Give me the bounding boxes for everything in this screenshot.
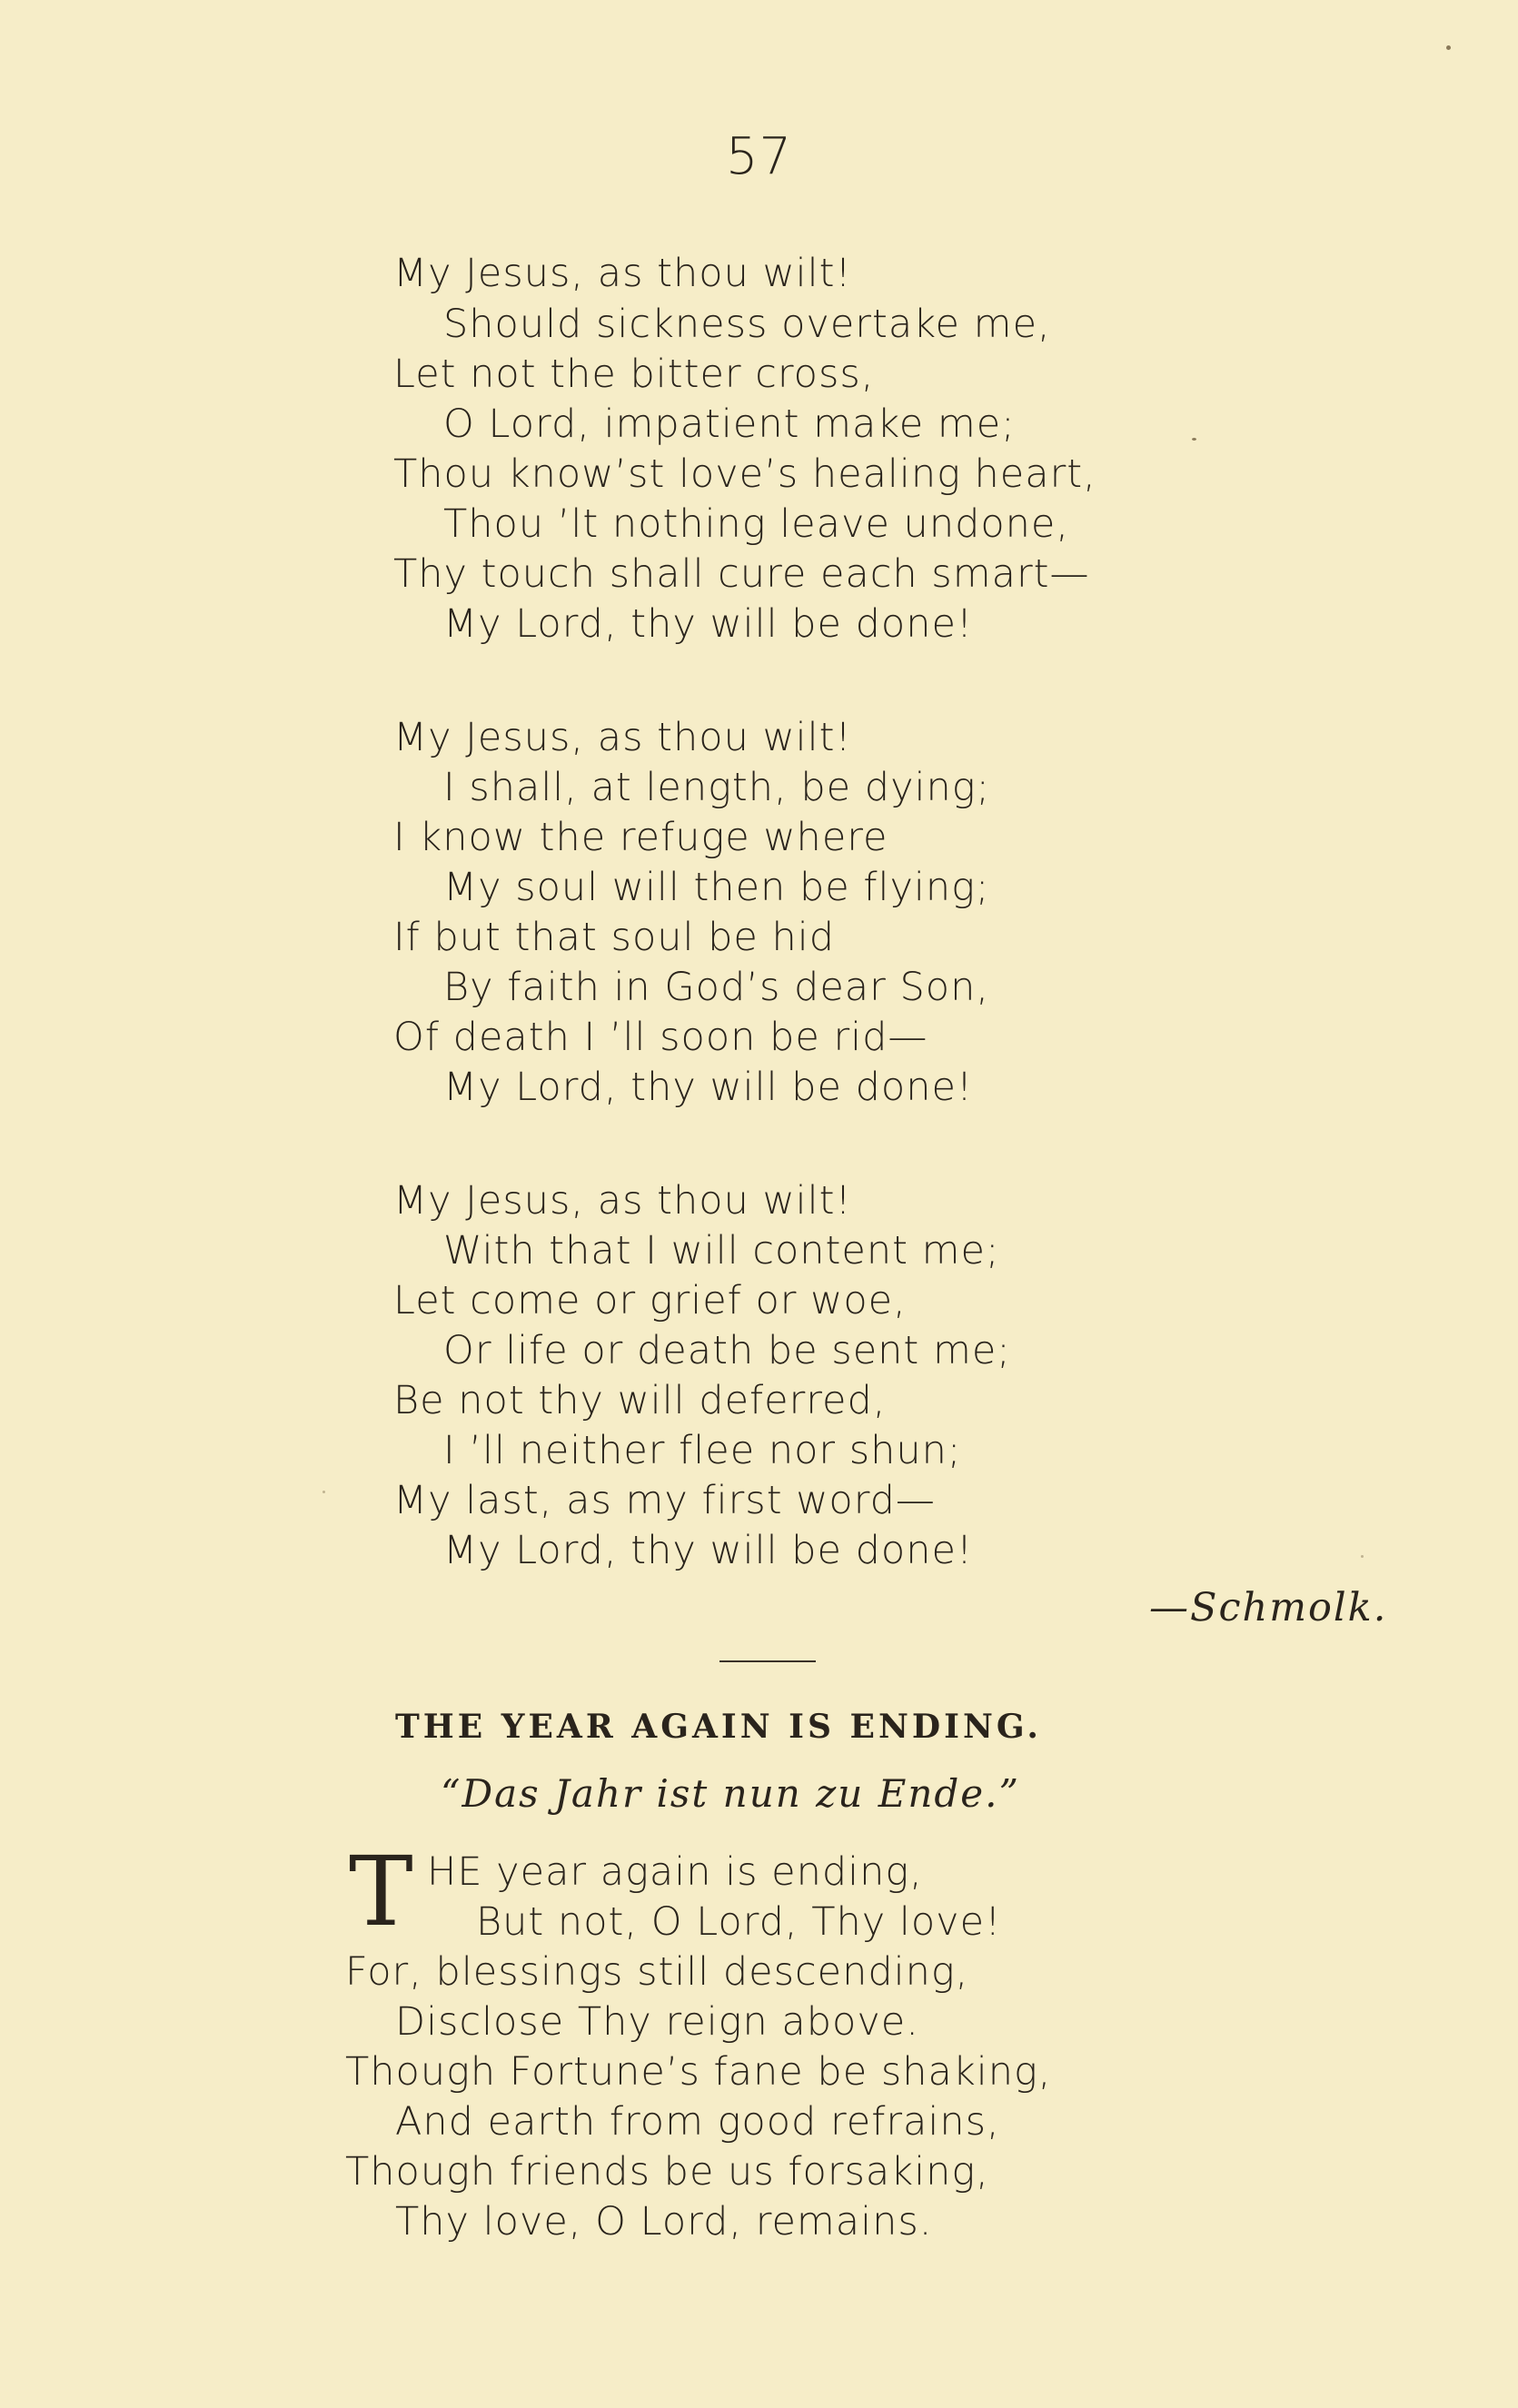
verse-line: Should sickness overtake me, [443, 302, 1051, 347]
verse-line: Thou know’st love’s healing heart, [393, 451, 1096, 497]
verse-line: Thy love, O Lord, remains. [395, 2199, 933, 2244]
verse-line: If but that soul be hid [393, 915, 836, 960]
verse-line: HE year again is ending, [427, 1849, 923, 1895]
drop-cap: T [349, 1836, 413, 1947]
verse-line: I know the refuge where [393, 815, 888, 860]
verse-line: Let come or grief or woe, [393, 1278, 907, 1323]
verse-line: My Jesus, as thou wilt! [393, 715, 852, 760]
verse-line: Though Fortune’s fane be shaking, [345, 2049, 1052, 2095]
scan-speck [1361, 1555, 1364, 1558]
scan-speck [1446, 45, 1451, 50]
verse-line: My Lord, thy will be done! [443, 1065, 974, 1110]
scan-speck [322, 1491, 325, 1493]
verse-line: My Lord, thy will be done! [443, 1528, 974, 1573]
verse-line: My Jesus, as thou wilt! [393, 251, 852, 296]
verse-line: Though friends be us forsaking, [345, 2149, 989, 2195]
verse-line: My Jesus, as thou wilt! [393, 1178, 852, 1224]
verse-line: My last, as my first word— [393, 1478, 936, 1523]
verse-line: My Lord, thy will be done! [443, 601, 974, 647]
hymn-title: THE YEAR AGAIN IS ENDING. [395, 1708, 1042, 1746]
scan-speck [1192, 438, 1196, 441]
author-attribution: —Schmolk. [1149, 1585, 1388, 1630]
verse-line: But not, O Lord, Thy love! [476, 1899, 1002, 1945]
verse-line: I shall, at length, be dying; [443, 765, 991, 810]
verse-line: My soul will then be flying; [443, 865, 990, 910]
verse-line: Let not the bitter cross, [393, 352, 875, 397]
verse-line: Be not thy will deferred, [393, 1378, 887, 1423]
verse-line: Thy touch shall cure each smart— [393, 551, 1090, 597]
verse-line: Or life or death be sent me; [443, 1328, 1011, 1373]
verse-line: And earth from good refrains, [395, 2099, 1000, 2145]
page-number: 57 [725, 127, 793, 186]
verse-line: Thou ’lt nothing leave undone, [443, 501, 1070, 547]
hymn-subtitle: “Das Jahr ist nun zu Ende.” [441, 1771, 1020, 1816]
verse-line: Of death I ’ll soon be rid— [393, 1015, 928, 1060]
section-divider [719, 1660, 816, 1662]
verse-line: By faith in God’s dear Son, [443, 965, 989, 1010]
verse-line: For, blessings still descending, [345, 1949, 969, 1995]
verse-line: I ’ll neither flee nor shun; [443, 1428, 962, 1473]
verse-line: Disclose Thy reign above. [395, 1999, 919, 2045]
verse-line: With that I will content me; [443, 1228, 1000, 1273]
verse-line: O Lord, impatient make me; [443, 401, 1016, 447]
